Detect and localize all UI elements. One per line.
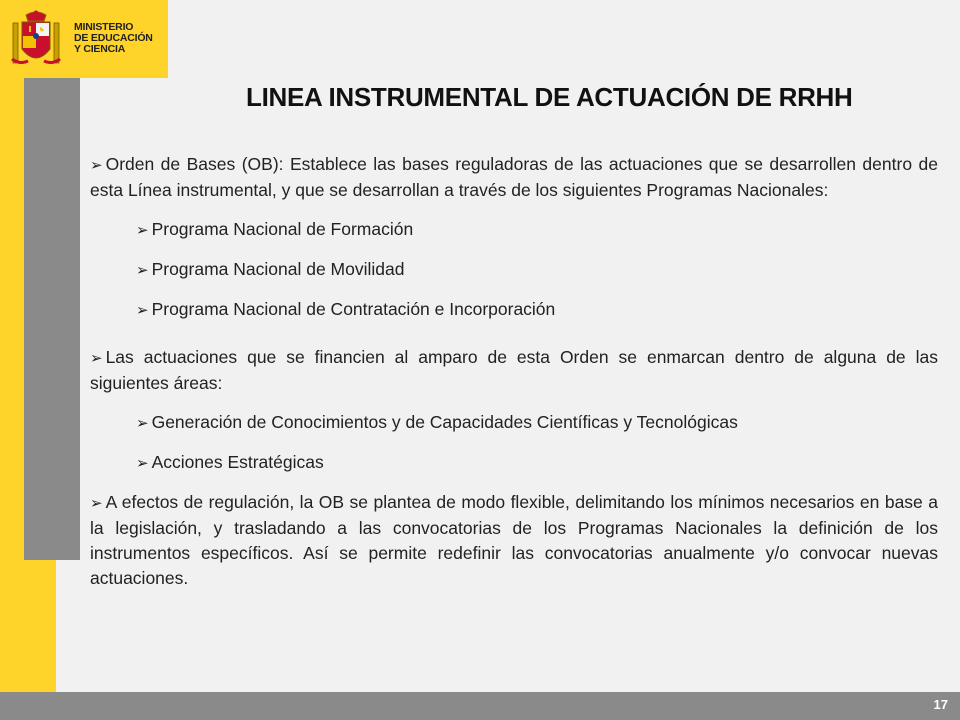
- sub-bullet-text: Generación de Conocimientos y de Capacidades Científicas y Tecnológicas: [151, 412, 738, 432]
- sub-bullet-text: Programa Nacional de Contratación e Incorporación: [151, 299, 556, 319]
- arrow-bullet-icon: ➢: [136, 222, 149, 239]
- ministry-logo: [0, 0, 168, 78]
- bullet-3-text: A efectos de regulación, la OB se plantea de modo flexible, delimitando los mínimos necesarios en base a la legislación, y trasladando a las convocatorias de los Programas Nacionales la definición de los instrumentos específicos. Así se permite redefinir las convocatorias anualmente y/o convocar nuevas actuaciones.: [90, 492, 938, 588]
- sub-bullet-2-2: [90, 450, 938, 476]
- sub-bullet-text: Acciones Estratégicas: [151, 452, 324, 472]
- arrow-bullet-icon: ➢: [90, 157, 103, 174]
- bullet-1: [90, 152, 938, 203]
- sub-bullet-text: Programa Nacional de Movilidad: [151, 259, 405, 279]
- bullet-3: [90, 490, 938, 591]
- ministry-line-2: DE EDUCACIÓN: [74, 32, 153, 44]
- arrow-bullet-icon: ➢: [136, 415, 149, 432]
- bullet-2: [90, 345, 938, 396]
- bullet-2-text: Las actuaciones que se financien al amparo de esta Orden se enmarcan dentro de alguna de las siguientes áreas:: [90, 347, 938, 393]
- footer-bar: [0, 692, 960, 720]
- arrow-bullet-icon: ➢: [136, 302, 149, 319]
- sub-bullet-1-3: [90, 297, 938, 323]
- slide-body: [90, 152, 938, 591]
- bullet-1-text: Orden de Bases (OB): Establece las bases reguladoras de las actuaciones que se desarrollen dentro de esta Línea instrumental, y que se desarrollan a través de los siguientes Programas Nacionales:: [90, 154, 938, 200]
- arrow-bullet-icon: ➢: [136, 455, 149, 472]
- ministry-name: [74, 22, 153, 55]
- arrow-bullet-icon: ➢: [90, 495, 103, 512]
- gray-side-bar: [24, 78, 80, 560]
- page-number: 17: [933, 697, 948, 712]
- ministry-line-1: MINISTERIO: [74, 21, 134, 33]
- ministry-line-3: Y CIENCIA: [74, 43, 126, 55]
- sub-bullet-1-2: [90, 257, 938, 283]
- sub-bullet-text: Programa Nacional de Formación: [151, 219, 414, 239]
- slide-title: LINEA INSTRUMENTAL DE ACTUACIÓN DE RRHH: [246, 82, 853, 112]
- arrow-bullet-icon: ➢: [136, 262, 149, 279]
- sub-bullet-1-1: [90, 217, 938, 243]
- arrow-bullet-icon: ➢: [90, 350, 103, 367]
- spanish-coat-of-arms-icon: [10, 9, 62, 71]
- sub-bullet-2-1: [90, 410, 938, 436]
